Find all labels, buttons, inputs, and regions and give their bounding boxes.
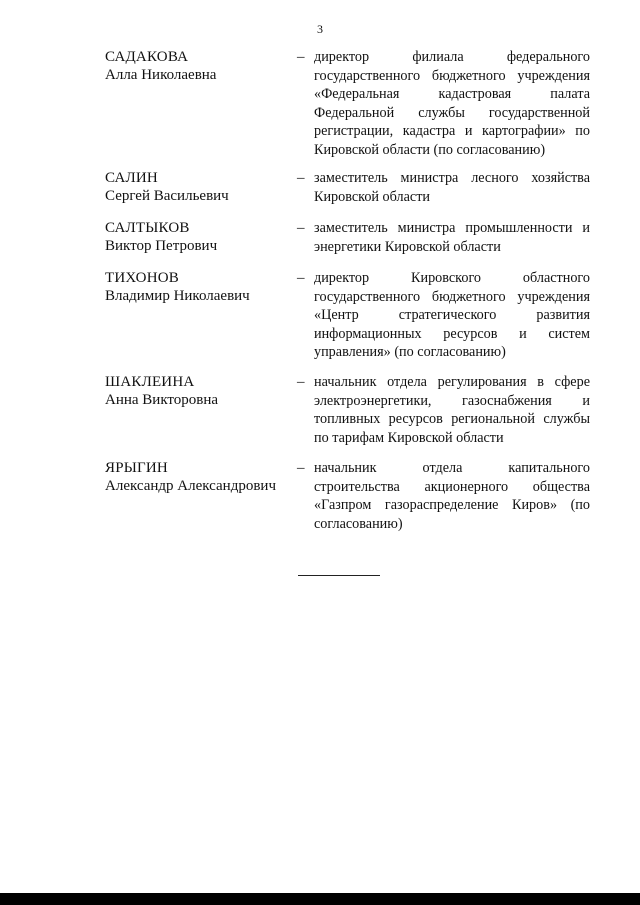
member-position: заместитель министра лесного хозяйства Кировской области xyxy=(314,170,590,205)
member-name xyxy=(105,48,285,84)
member-given-name: Алла Николаевна xyxy=(105,67,217,83)
member-position: начальник отдела регулирования в сфере электроэнергетики, газоснабжения и топливных ресурсов региональной службы по тарифам Кировской области xyxy=(314,374,590,446)
member-surname: ШАКЛЕИНА xyxy=(105,374,195,390)
member-surname: ЯРЫГИН xyxy=(105,460,168,476)
member-surname: САЛТЫКОВ xyxy=(105,220,190,236)
scan-edge-bar xyxy=(0,893,640,905)
member-name xyxy=(105,459,285,495)
member-name xyxy=(105,373,285,409)
dash-separator: – xyxy=(297,270,305,286)
dash-separator: – xyxy=(297,49,305,65)
dash-separator: – xyxy=(297,460,305,476)
member-given-name: Александр Александрович xyxy=(105,478,276,494)
member-surname: САЛИН xyxy=(105,170,158,186)
member-given-name: Виктор Петрович xyxy=(105,238,218,254)
dash-separator: – xyxy=(297,374,305,390)
member-position: заместитель министра промышленности и энергетики Кировской области xyxy=(314,220,590,255)
end-of-list-rule xyxy=(298,575,380,576)
member-position: директор филиала федерального государственного бюджетного учреждения «Федеральная кадастровая палата Федеральной службы государственной регистрации, кадастра и картографии» по Кировской области (по согласованию) xyxy=(314,49,590,158)
member-given-name: Анна Викторовна xyxy=(105,392,219,408)
member-name xyxy=(105,269,285,305)
page-number: 3 xyxy=(317,22,323,36)
dash-separator: – xyxy=(297,220,305,236)
member-surname: ТИХОНОВ xyxy=(105,270,179,286)
dash-separator: – xyxy=(297,170,305,186)
member-name xyxy=(105,169,285,205)
member-surname: САДАКОВА xyxy=(105,49,189,65)
member-name xyxy=(105,219,285,255)
member-position: начальник отдела капитального строительства акционерного общества «Газпром газораспределение Киров» (по согласованию) xyxy=(314,460,590,532)
member-given-name: Сергей Васильевич xyxy=(105,188,229,204)
member-given-name: Владимир Николаевич xyxy=(105,288,250,304)
member-position: директор Кировского областного государственного бюджетного учреждения «Центр стратегического развития информационных ресурсов и систем управления» (по согласованию) xyxy=(314,270,590,360)
